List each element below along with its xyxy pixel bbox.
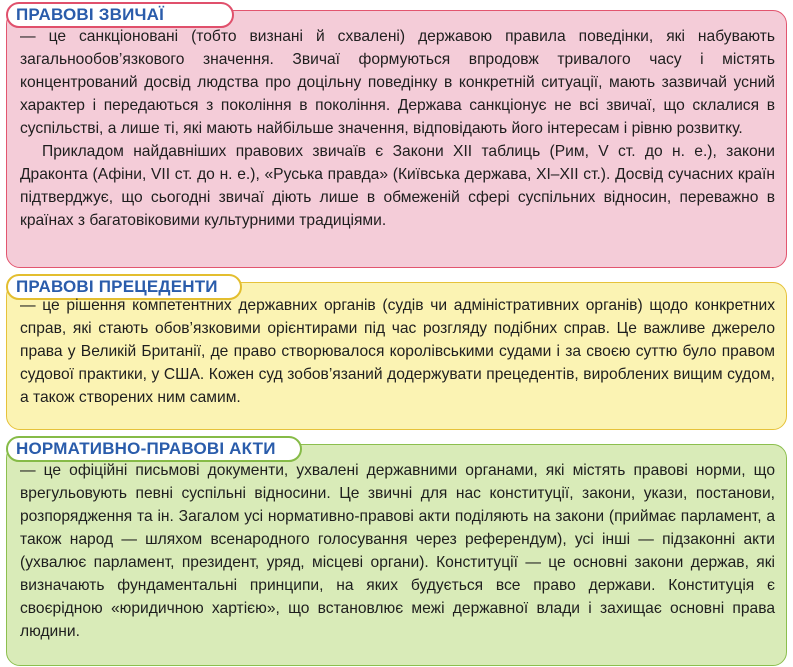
section-title: ПРАВОВІ ЗВИЧАЇ [6, 2, 234, 28]
section-body [20, 294, 775, 409]
paragraph: Прикладом найдавніших правових звичаїв є Закони XII таблиць (Рим, V ст. до н. е.), закони Драконта (Афіни, VII ст. до н. е.), «Руська правда» (Київська держава, XI–XII ст.). Досвід сучасних країн підтверджує, що сьогодні звичаї діють лише в обмеженій сфері суспільних відносин, переважно в країнах з багатовіковими культурними традиціями. [20, 143, 775, 229]
section-legal-customs [0, 0, 793, 270]
section-title: НОРМАТИВНО-ПРАВОВІ АКТИ [6, 436, 302, 462]
paragraph: — це офіційні письмові документи, ухвалені державними органами, які містять правові норми, що врегульовують певні суспільні відносини. Це звичні для нас конституції, закони, укази, постанови, розпорядження та ін. Загалом усі нормативно-правові акти поділяють на закони (приймає парламент, а також народ — шляхом всенародного голосування через референдум), усі інші — підзаконні акти (ухвалює парламент, президент, уряд, місцеві органи). Конституції — це основні закони держав, які визначають фундаментальні принципи, на яких будується все право держави. Конституція є своєрідною «юридичною хартією», що встановлює межі державної влади і захищає основні права людини. [20, 462, 775, 640]
paragraph: — це санкціоновані (тобто визнані й схвалені) державою правила поведінки, які набувають загальнообов’язкового значення. Звичаї формуються впродовж тривалого часу і містять концентрований досвід людства про доцільну поведінку в конкретній ситуації, мають зазвичай усний характер і передаються з покоління в покоління. Держава санкціонує не всі звичаї, що склалися в суспільстві, а лише ті, які мають найбільше значення, відповідають його інтересам і рівню розвитку. [20, 28, 775, 137]
section-body [20, 459, 775, 643]
section-body [20, 25, 775, 232]
section-title: ПРАВОВІ ПРЕЦЕДЕНТИ [6, 274, 242, 300]
section-normative-acts [0, 434, 793, 667]
section-legal-precedents [0, 272, 793, 432]
paragraph: — це рішення компетентних державних органів (судів чи адміністративних органів) щодо конкретних справ, які стають обов’язковими орієнтирами під час розгляду подібних справ. Це важливе джерело права у Великій Британії, де право створювалося королівськими судами і за своєю суттю було правом судової практики, у США. Кожен суд зобов’язаний додержувати прецедентів, вироблених вищим судом, а також створених ним самим. [20, 297, 775, 406]
